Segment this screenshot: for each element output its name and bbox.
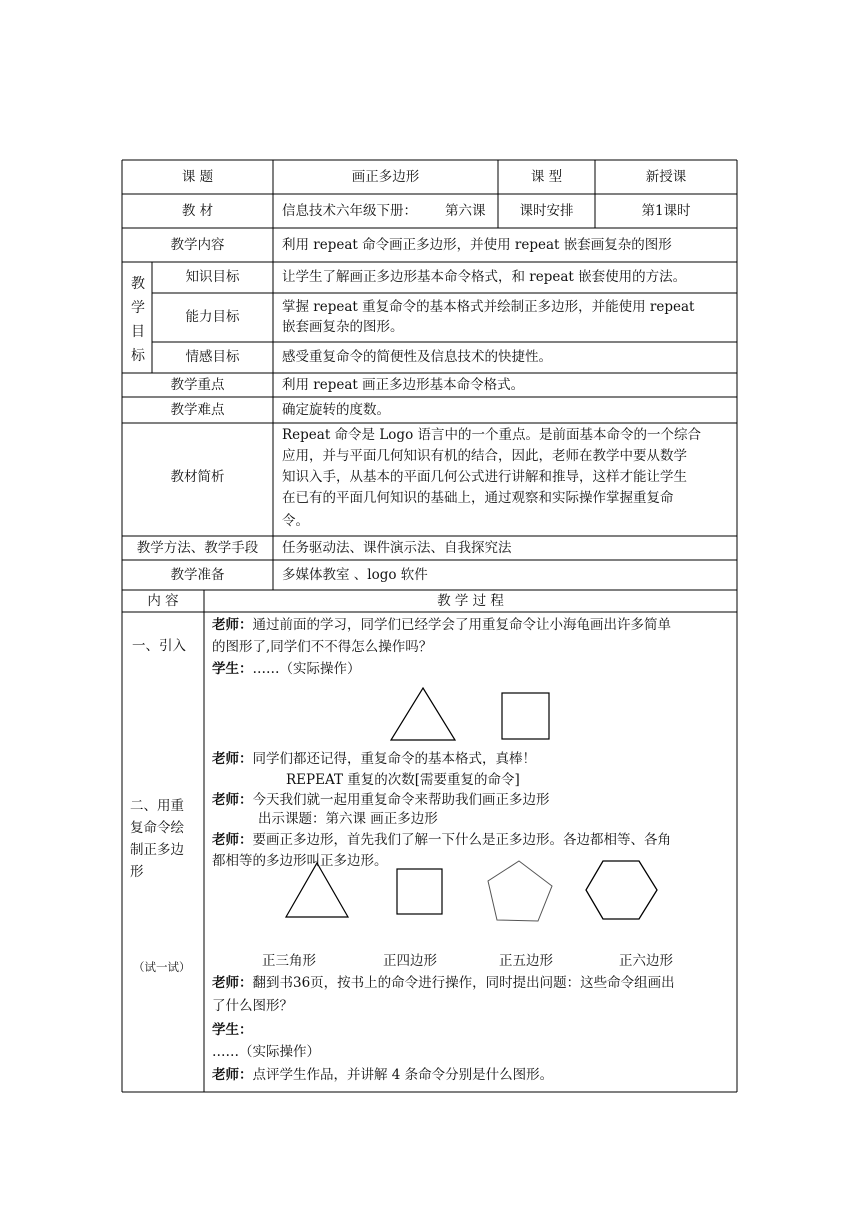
content-value: 利用 repeat 命令画正多边形，并使用 repeat 嵌套画复杂的图形: [282, 237, 672, 253]
section-2-line-2: 复命令绘: [130, 820, 184, 836]
knowledge-value: 让学生了解画正多边形基本命令格式，和 repeat 嵌套使用的方法。: [282, 269, 687, 285]
section-2-line-4: 形: [130, 864, 144, 880]
label-material: 教 材: [181, 203, 214, 219]
key-label: 教学重点: [170, 377, 225, 393]
regular-pentagon-figure: [484, 858, 556, 926]
ability-line-1: 掌握 repeat 重复命令的基本格式并绘制正多边形，并能使用 repeat: [282, 299, 695, 315]
teacher-line-4: 要画正多边形，首先我们了解一下什么是正多边形。各边都相等、各角: [252, 832, 671, 848]
shape-label-triangle: 正三角形: [262, 953, 316, 969]
section-2-line-1: 二、用重: [130, 798, 184, 814]
analysis-line-1: Repeat 命令是 Logo 语言中的一个重点。是前面基本命令的一个综合: [282, 427, 701, 443]
label-type: 课 型: [530, 169, 563, 185]
analysis-line-5: 令。: [282, 513, 309, 529]
analysis-label: 教材简析: [170, 469, 225, 485]
label-hours: 课时安排: [519, 203, 574, 219]
teacher-line-1: 通过前面的学习，同学们已经学会了用重复命令让小海龟画出许多简单: [252, 617, 671, 633]
regular-triangle-figure: [282, 860, 352, 920]
teacher-tag: 老师：: [212, 832, 253, 848]
square-figure: [500, 691, 552, 741]
content-label: 教学内容: [170, 237, 225, 253]
section-2-line-3: 制正多边: [130, 842, 184, 858]
teacher-tag: 老师：: [212, 617, 253, 633]
teacher-line-6: 点评学生作品，并讲解 4 条命令分别是什么图形。: [252, 1067, 554, 1083]
key-value: 利用 repeat 画正多边形基本命令格式。: [282, 377, 525, 393]
column-process-header: 教 学 过 程: [437, 593, 504, 609]
teacher-line-2: 同学们都还记得，重复命令的基本格式，真棒！: [252, 751, 536, 767]
teacher-line-4b: 都相等的多边形叫正多边形。: [212, 853, 388, 869]
student-line-2: ……（实际操作）: [212, 1044, 320, 1060]
triangle-figure: [388, 686, 458, 742]
material-value: 信息技术六年级下册：: [282, 203, 417, 219]
teacher-tag: 老师：: [212, 975, 253, 991]
analysis-line-2: 应用，并与平面几何知识有机的结合，因此，老师在教学中要从数学: [282, 448, 687, 464]
shape-label-hexagon: 正六边形: [619, 953, 673, 969]
analysis-line-3: 知识入手，从基本的平面几何公式进行讲解和推导，这样才能让学生: [282, 469, 687, 485]
method-label: 教学方法、教学手段: [136, 540, 259, 556]
repeat-format: REPEAT 重复的次数[需要重复的命令]: [286, 772, 520, 788]
knowledge-label: 知识目标: [185, 269, 240, 285]
goals-label: 教学目标: [131, 276, 145, 364]
emotion-label: 情感目标: [185, 349, 240, 365]
label-topic: 课 题: [181, 169, 214, 185]
student-tag-2: 学生：: [212, 1022, 253, 1038]
shape-label-pentagon: 正五边形: [499, 953, 553, 969]
column-content-header: 内 容: [147, 593, 179, 609]
teacher-tag: 老师：: [212, 751, 253, 767]
method-value: 任务驱动法、课件演示法、自我探究法: [282, 540, 512, 556]
teacher-line-1b: 的图形了,同学们不不得怎么操作吗？: [212, 639, 433, 655]
section-intro: 一、引入: [132, 638, 186, 654]
ability-line-2: 嵌套画复杂的图形。: [282, 319, 404, 335]
shape-label-square: 正四边形: [383, 953, 437, 969]
regular-square-figure: [394, 866, 446, 918]
difficulty-value: 确定旋转的度数。: [282, 402, 390, 418]
teacher-line-5: 翻到书36页，按书上的命令进行操作，同时提出问题：这些命令组画出: [252, 975, 675, 991]
emotion-value: 感受重复命令的简便性及信息技术的快捷性。: [282, 349, 552, 365]
lesson-number: 第六课: [445, 203, 486, 219]
regular-hexagon-figure: [584, 858, 660, 922]
difficulty-label: 教学难点: [170, 402, 225, 418]
type-value: 新授课: [645, 169, 687, 185]
student-tag: 学生：: [212, 661, 253, 677]
analysis-line-4: 在已有的平面几何知识的基础上，通过观察和实际操作掌握重复命: [282, 490, 674, 506]
ability-label: 能力目标: [185, 309, 240, 325]
teacher-tag: 老师：: [212, 792, 253, 808]
teacher-line-5b: 了什么图形？: [212, 998, 293, 1014]
hours-value: 第1课时: [641, 203, 691, 219]
prep-value: 多媒体教室 、logo 软件: [282, 567, 428, 583]
topic-value: 画正多边形: [351, 169, 420, 185]
teacher-tag: 老师：: [212, 1067, 253, 1083]
try-label: （试一试）: [133, 960, 191, 974]
prep-label: 教学准备: [170, 567, 225, 583]
teacher-line-3: 今天我们就一起用重复命令来帮助我们画正多边形: [252, 792, 550, 808]
show-title: 出示课题：第六课 画正多边形: [258, 811, 438, 827]
student-line-1: ……（实际操作）: [252, 661, 361, 677]
